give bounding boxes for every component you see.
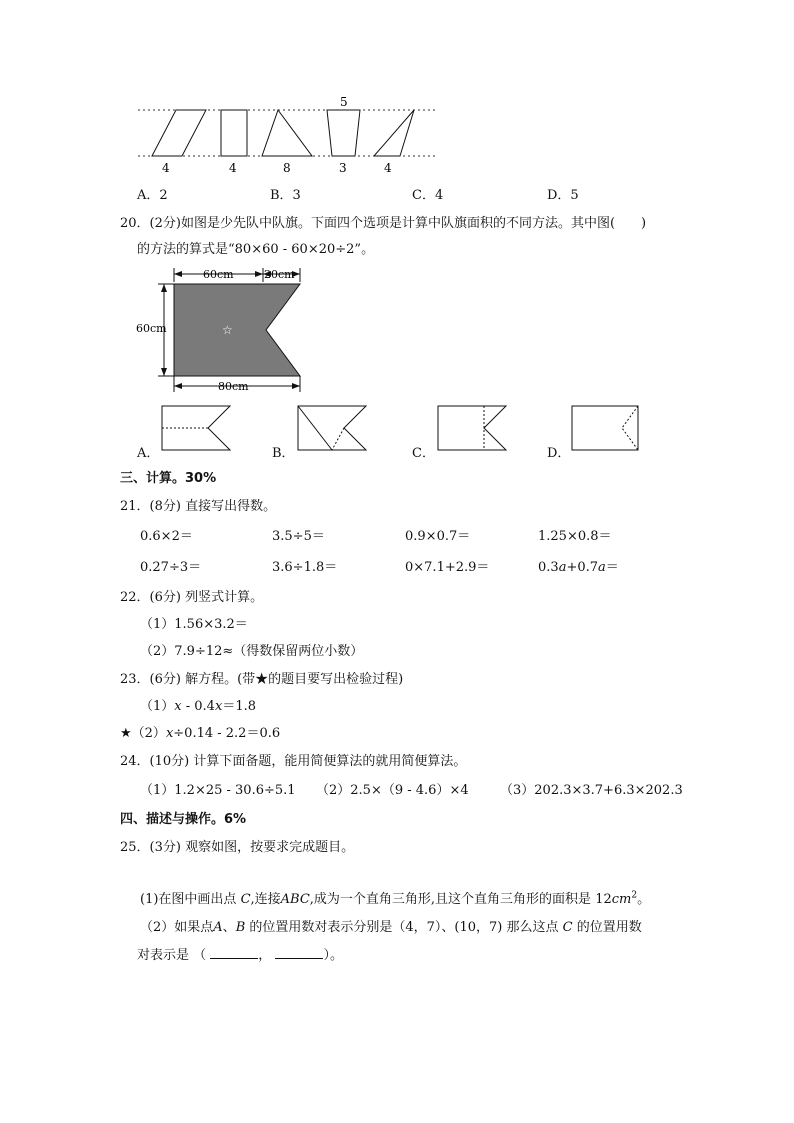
flag-shape (174, 284, 300, 376)
label-b5: 4 (384, 161, 392, 175)
q21-title: 21．(8分) 直接写出得数。 (120, 499, 277, 514)
q20-option-b-letter[interactable]: B． (272, 446, 295, 461)
q25-item-1: (1)在图中画出点 C,连接ABC,成为一个直角三角形,且这个直角三角形的面积是 $12cm^2$。 (140, 890, 651, 907)
q21-r1-c2: 3.5÷5＝ (272, 529, 325, 544)
q25-item-2-continued: 对表示是 （ ， ）。 (137, 948, 343, 963)
q24-item-3: （3）202.3×3.7+6.3×202.3 (500, 783, 683, 798)
q22-item-1: （1）1.56×3.2＝ (140, 617, 248, 632)
dim-left: 60cm (136, 322, 167, 335)
q20-option-d-letter[interactable]: D． (547, 446, 571, 461)
q21-r1-c4: 1.25×0.8＝ (538, 529, 612, 544)
q19-option-b[interactable]: B．3 (270, 188, 301, 203)
q24-item-2: （2）2.5×（9 - 4.6）×4 (316, 783, 469, 798)
label-b2: 4 (229, 161, 237, 175)
q23-item-2: ★（2）x÷0.14 - 2.2＝0.6 (120, 726, 281, 741)
q20-option-c-letter[interactable]: C． (412, 446, 435, 461)
triangle-shape-2 (374, 110, 414, 156)
label-b1: 4 (162, 161, 170, 175)
answer-blank-2[interactable] (275, 946, 323, 959)
q24-item-1: （1）1.2×25 - 30.6÷5.1 (140, 783, 296, 798)
q21-r2-c3: 0×7.1+2.9＝ (405, 560, 490, 575)
q19-option-a[interactable]: A．2 (137, 188, 168, 203)
q20-question-line1: 20．(2分)如图是少先队中队旗。下面四个选项是计算中队旗面积的不同方法。其中图( ) (120, 216, 647, 231)
q20-option-a-figure[interactable] (160, 404, 236, 454)
dim-top-left: 60cm (203, 268, 234, 281)
q23-item-1: （1）x - 0.4x＝1.8 (140, 699, 256, 714)
label-b4: 3 (339, 161, 347, 175)
star-icon: ☆ (222, 323, 233, 337)
dim-top-right: 20cm (264, 268, 295, 281)
label-b3: 8 (283, 161, 291, 175)
label-top: 5 (340, 95, 348, 109)
dim-bottom: 80cm (218, 380, 249, 393)
parallelogram-shape (152, 110, 206, 156)
flag-figure (132, 262, 342, 396)
q25-item-2: （2）如果点A、B 的位置用数对表示分别是（4，7）、(10，7) 那么这点 C 的位置用数 (140, 920, 642, 935)
q19-option-d[interactable]: D．5 (547, 188, 579, 203)
section-4-heading: 四、描述与操作。6% (120, 812, 247, 827)
q24-title: 24．(10分) 计算下面备题，能用简便算法的就用简便算法。 (120, 754, 467, 769)
q21-r2-c1: 0.27÷3＝ (140, 560, 202, 575)
q23-title: 23．(6分) 解方程。(带★的题目要写出检验过程) (120, 672, 404, 687)
q19-option-c[interactable]: C．4 (412, 188, 444, 203)
q21-r1-c3: 0.9×0.7＝ (405, 529, 471, 544)
q21-r2-c2: 3.6÷1.8＝ (272, 560, 338, 575)
trapezoid-shape (327, 110, 360, 156)
q21-r2-c4: 0.3a+0.7a＝ (538, 560, 619, 575)
q20-option-b-figure[interactable] (296, 404, 372, 454)
q20-option-a-letter[interactable]: A． (137, 446, 160, 461)
section-3-heading: 三、计算。30% (120, 471, 217, 486)
q20-question-line2: 的方法的算式是“80×60 - 60×20÷2”。 (137, 242, 375, 257)
q20-option-d-figure[interactable] (570, 404, 646, 454)
q22-item-2: （2）7.9÷12≈（得数保留两位小数） (140, 644, 364, 659)
q22-title: 22．(6分) 列竖式计算。 (120, 590, 264, 605)
q19-shapes-figure (130, 92, 450, 176)
rectangle-shape (221, 110, 247, 156)
q21-r1-c1: 0.6×2＝ (140, 529, 193, 544)
triangle-shape (262, 110, 312, 156)
answer-blank-1[interactable] (210, 946, 258, 959)
q20-option-c-figure[interactable] (436, 404, 512, 454)
q25-title: 25．(3分) 观察如图，按要求完成题目。 (120, 840, 355, 855)
